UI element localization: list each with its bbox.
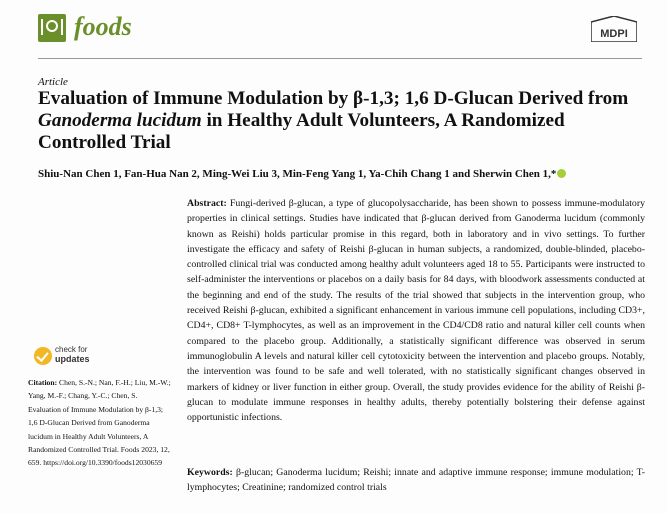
mdpi-logo (591, 16, 637, 42)
orcid-icon[interactable] (557, 169, 566, 178)
article-title (38, 88, 648, 154)
article-type: Article (38, 76, 68, 88)
title-species: Ganoderma lucidum (38, 110, 202, 131)
abstract-label: Abstract: (187, 198, 227, 209)
citation-text: Chen, S.-N.; Nan, F.-H.; Liu, M.-W.; Yang, M.-F.; Chang, Y.-C.; Chen, S. Evaluation of Immune Modulation by β-1,3; 1,6 D-Glucan Derived from Ganoderma lucidum in Healthy Adult Volunteers, A Randomized Controlled Trial. Foods 2023, 12, 659. https://doi.org/10.3390/foods12030659 (28, 378, 171, 468)
title-part-1: Evaluation of Immune Modulation by β-1,3; 1,6 D-Glucan Derived from (38, 88, 629, 109)
journal-name: foods (74, 12, 132, 41)
check-updates-line2: updates (55, 354, 90, 364)
header-divider (38, 58, 642, 59)
keywords (187, 465, 645, 496)
title-part-2: in Healthy Adult Volunteers, A Randomized Controlled Trial (38, 110, 565, 153)
check-for-updates-badge[interactable] (34, 345, 114, 373)
foods-logo-icon (38, 14, 66, 42)
abstract (187, 196, 645, 425)
citation-label: Citation: (28, 378, 58, 387)
keywords-text: β-glucan; Ganoderma lucidum; Reishi; innate and adaptive immune response; immune modulation; T-lymphocytes; Creatinine; randomized control trials (187, 467, 645, 494)
mdpi-logo-text: MDPI (600, 28, 628, 40)
check-updates-icon (34, 347, 52, 365)
author-list (38, 168, 648, 180)
keywords-label: Keywords: (187, 467, 233, 478)
check-updates-line1: check for (55, 345, 88, 354)
citation-block (28, 376, 171, 470)
abstract-text: Fungi-derived β-glucan, a type of glucopolysaccharide, has been shown to possess immune-modulatory properties in clinical settings. Studies have indicated that β-glucan derived from Ganoderma lucidum (commonly known as Reishi) holds particular promise in this regard, both in laboratory and in vivo settings. To further investigate the efficacy and safety of Reishi β-glucan in human subjects, a randomized, double-blinded, placebo-controlled clinical trial was conducted among healthy adult volunteers aged 18 to 55. Participants were instructed to self-administer the interventions or placebos on a daily basis for 84 days, with bloodwork assessments conducted at the beginning and end of the study. The results of the trial showed that subjects in the intervention group, who received Reishi β-glucan, exhibited a significant enhancement in various immune cell populations, including CD3+, CD4+, CD8+ T-lymphocytes, as well as an improvement in the CD4/CD8 ratio and natural killer cell counts when compared to the placebo group. Additionally, a statistically significant difference was observed in serum immunoglobulin A levels and natural killer cell cytotoxicity between the intervention and placebo groups. Notably, the intervention was found to be safe and well tolerated, with no statistically significant changes observed in markers of kidney or liver function in either group. Overall, the study provides evidence for the ability of Reishi β-glucan to modulate immune responses in healthy adults, thereby potentially bolstering their defense against opportunistic infections. (187, 198, 645, 424)
authors-text: Shiu-Nan Chen 1, Fan-Hua Nan 2, Ming-Wei Liu 3, Min-Feng Yang 1, Ya-Chih Chang 1 and Sherwin Chen 1,* (38, 168, 557, 180)
